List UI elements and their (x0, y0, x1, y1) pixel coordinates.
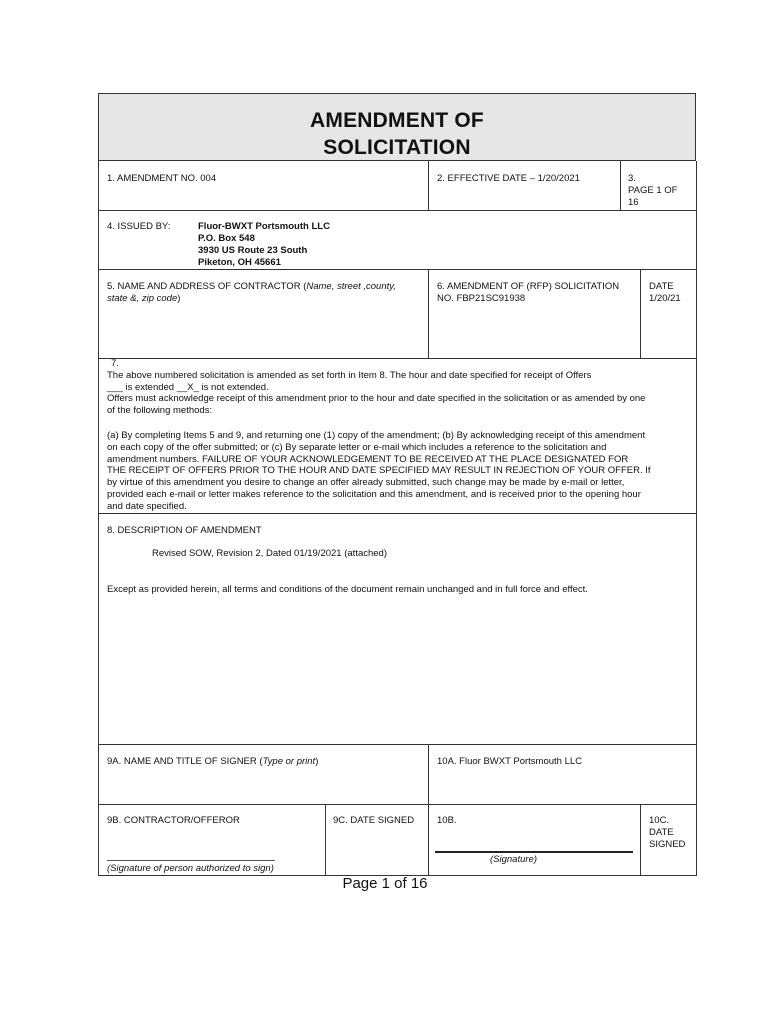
row1-bottom (98, 210, 697, 211)
row9b-divider-a (325, 804, 326, 876)
issuer-line: Fluor-BWXT Portsmouth LLC (198, 221, 330, 232)
row9b-divider-b (428, 804, 429, 876)
item7-text: of the following methods: (107, 405, 213, 417)
amendment-number: 1. AMENDMENT NO. 004 (107, 173, 217, 184)
signer-name-label (107, 756, 318, 768)
row3-divider-b (640, 269, 641, 358)
revised-sow: Revised SOW, Revision 2, Dated 01/19/2021 (attached) (152, 548, 387, 559)
row1-divider-b (620, 161, 621, 210)
terms-unchanged: Except as provided herein, all terms and conditions of the document remain unchanged and in full force and effect. (107, 584, 588, 595)
title-box (98, 93, 696, 161)
contractor-label-prefix: 5. NAME AND ADDRESS OF CONTRACTOR ( (107, 281, 307, 292)
solicitation-number (437, 281, 619, 305)
item7-text: The above numbered solicitation is amended as set forth in Item 8. The hour and date specified for receipt of Offers (107, 369, 592, 381)
methods-line: provided each e-mail or letter makes reference to the solicitation and this amendment, and is received prior to the opening hour (107, 488, 641, 500)
item8-bottom (98, 744, 697, 745)
item7-text: ___ is extended __X_ is not extended. (107, 381, 269, 393)
issuer-address (198, 221, 330, 269)
contractor-offeror-label: 9B. CONTRACTOR/OFFEROR (107, 815, 240, 826)
fluor-signature-line (435, 851, 633, 853)
methods-line: THE RECEIPT OF OFFERS PRIOR TO THE HOUR AND DATE SPECIFIED MAY RESULT IN REJECTION OF YOUR OFFER. If (107, 465, 651, 477)
page-item-number: 3. (628, 173, 636, 184)
title-line-1: AMENDMENT OF (310, 109, 484, 132)
solicitation-line-1: 6. AMENDMENT OF (RFP) SOLICITATION (437, 281, 620, 292)
date-signed-label: 9C. DATE SIGNED (333, 815, 415, 826)
contractor-label-italic: Name, street ,county, (306, 281, 396, 292)
item-10c-signed: SIGNED (649, 839, 686, 850)
title-line-2: SOLICITATION (323, 136, 471, 159)
signer-label-italic: Type or print (262, 756, 316, 767)
acknowledgement-methods (107, 430, 687, 513)
item-10c (649, 815, 685, 851)
row3-divider-a (428, 269, 429, 358)
contractor-label-italic-2: state &, zip code (107, 293, 178, 304)
item7-block (107, 358, 687, 417)
page-footer: Page 1 of 16 (342, 875, 428, 892)
contractor-signature-caption: (Signature of person authorized to sign) (107, 863, 274, 874)
contractor-label-suffix: ) (177, 293, 181, 304)
page-total: 16 (628, 197, 639, 208)
row9b-divider-c (640, 804, 641, 876)
solicitation-date-label: DATE (649, 281, 674, 292)
issuer-line: 3930 US Route 23 South (198, 245, 308, 256)
methods-line: by virtue of this amendment you desire to change an offer already submitted, such change may be made by e-mail or letter, (107, 477, 625, 489)
effective-date: 2. EFFECTIVE DATE – 1/20/2021 (437, 173, 580, 184)
item-10b-label: 10B. (437, 815, 457, 826)
contractor-signature-line (107, 860, 275, 861)
solicitation-date-value: 1/20/21 (649, 293, 681, 304)
signer-label-prefix: 9A. NAME AND TITLE OF SIGNER ( (107, 756, 263, 767)
row9a-divider (428, 744, 429, 805)
page-count-cell (628, 173, 677, 209)
methods-line: on each copy of the offer submitted; or (c) By separate letter or e-mail which includes a reference to the solicitation and (107, 441, 607, 453)
signer-label-suffix: ) (315, 756, 319, 767)
solicitation-date (649, 281, 681, 305)
methods-line: amendment numbers. FAILURE OF YOUR ACKNOWLEDGEMENT TO BE RECEIVED AT THE PLACE DESIGNATED FOR (107, 453, 629, 465)
item-10c-number: 10C. (649, 815, 670, 826)
issued-bottom (98, 269, 697, 270)
solicitation-line-2: NO. FBP21SC91938 (437, 293, 526, 304)
issuer-line: P.O. Box 548 (198, 233, 255, 244)
item-10c-date: DATE (649, 827, 674, 838)
contractor-name-label (107, 281, 422, 305)
row9a-bottom (98, 804, 697, 805)
description-label: 8. DESCRIPTION OF AMENDMENT (107, 525, 262, 536)
item7-text: Offers must acknowledge receipt of this amendment prior to the hour and date specified in the solicitation or as amended by one (107, 393, 646, 405)
issued-by-label: 4. ISSUED BY: (107, 221, 171, 232)
page-of-label: PAGE 1 OF (628, 185, 678, 196)
issuer-line: Piketon, OH 45661 (198, 257, 281, 268)
row1-divider-a (428, 161, 429, 210)
item7-bottom (98, 513, 697, 514)
fluor-signature-caption: (Signature) (490, 854, 537, 865)
item7-number: 7. (111, 358, 119, 369)
methods-line: (a) By completing Items 5 and 9, and returning one (1) copy of the amendment; (b) By acknowledging receipt of this amendment (107, 430, 646, 441)
methods-line: and date specified. (107, 500, 187, 512)
fluor-name: 10A. Fluor BWXT Portsmouth LLC (437, 756, 583, 767)
document-title (99, 107, 695, 161)
